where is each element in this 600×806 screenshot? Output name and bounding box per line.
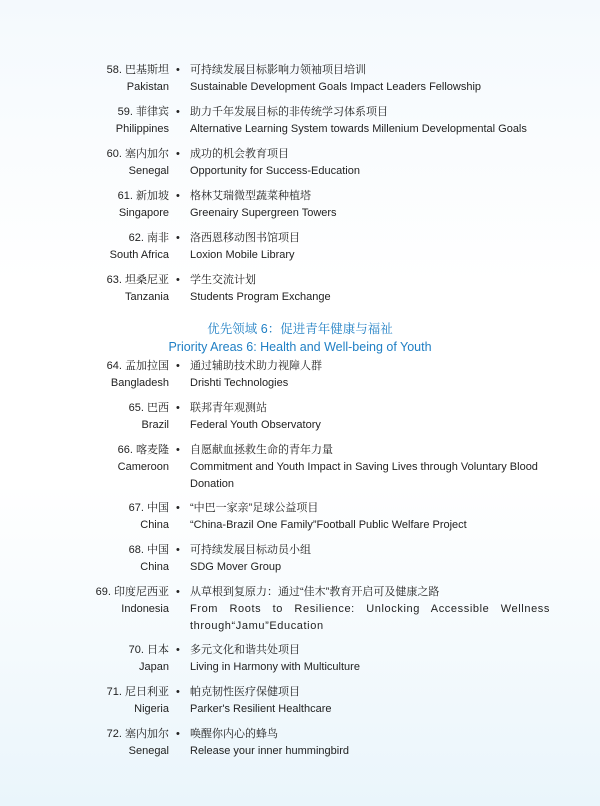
country-cn: 喀麦隆 bbox=[136, 444, 169, 456]
country-cn: 中国 bbox=[147, 502, 169, 514]
title-cn: 格林艾瑞微型蔬菜种植塔 bbox=[190, 190, 311, 202]
title-en: Opportunity for Success-Education bbox=[190, 165, 360, 177]
country-cn: 巴基斯坦 bbox=[125, 64, 169, 76]
country-en: China bbox=[140, 561, 169, 573]
bullet: • bbox=[176, 644, 180, 656]
country-en: Philippines bbox=[115, 123, 169, 135]
country-cn: 尼日利亚 bbox=[125, 686, 169, 698]
title-en: From Roots to Resilience: Unlocking Accessible Wellness through“Jamu”Education bbox=[190, 603, 550, 632]
country-cn: 印度尼西亚 bbox=[114, 586, 169, 598]
bullet: • bbox=[176, 232, 180, 244]
bullet: • bbox=[176, 502, 180, 514]
bullet: • bbox=[176, 544, 180, 556]
title-en: Parker's Resilient Healthcare bbox=[190, 703, 332, 715]
country-cn: 巴西 bbox=[147, 402, 169, 414]
country-en: South Africa bbox=[109, 249, 169, 261]
title-en: Students Program Exchange bbox=[190, 291, 331, 303]
country-en: Cameroon bbox=[117, 461, 169, 473]
title-cn: 洛西恩移动图书馆项目 bbox=[190, 232, 300, 244]
title-cn: 通过辅助技术助力视障人群 bbox=[190, 360, 322, 372]
entry-number: 62. bbox=[128, 232, 144, 244]
entry-number: 67. bbox=[128, 502, 144, 514]
bullet: • bbox=[176, 148, 180, 160]
country-en: Nigeria bbox=[134, 703, 169, 715]
country-en: Tanzania bbox=[124, 291, 169, 303]
country-cn: 南非 bbox=[147, 232, 169, 244]
entry-number: 70. bbox=[128, 644, 144, 656]
entry-number: 66. bbox=[117, 444, 133, 456]
country-cn: 坦桑尼亚 bbox=[125, 274, 169, 286]
title-cn: 自愿献血拯救生命的青年力量 bbox=[190, 444, 333, 456]
country-en: Indonesia bbox=[121, 603, 169, 615]
section-heading bbox=[0, 320, 600, 356]
country-cn: 中国 bbox=[147, 544, 169, 556]
country-cn: 塞内加尔 bbox=[125, 148, 169, 160]
entry-number: 72. bbox=[106, 728, 122, 740]
bullet: • bbox=[176, 686, 180, 698]
title-cn: 学生交流计划 bbox=[190, 274, 256, 286]
title-cn: 唤醒你内心的蜂鸟 bbox=[190, 728, 278, 740]
entry-number: 65. bbox=[128, 402, 144, 414]
entry-number: 61. bbox=[117, 190, 133, 202]
title-en: Drishti Technologies bbox=[190, 377, 289, 389]
country-cn: 日本 bbox=[147, 644, 169, 656]
bullet: • bbox=[176, 728, 180, 740]
bullet: • bbox=[176, 444, 180, 456]
country-en: Senegal bbox=[128, 745, 169, 757]
country-en: Senegal bbox=[128, 165, 169, 177]
section-title-en: Priority Areas 6: Health and Well-being of Youth bbox=[168, 340, 432, 354]
title-en: “China-Brazil One Family”Football Public Welfare Project bbox=[190, 519, 467, 531]
entry-number: 63. bbox=[106, 274, 122, 286]
title-cn: 从草根到复原力：通过“佳木”教育开启可及健康之路 bbox=[190, 586, 440, 598]
bullet: • bbox=[176, 360, 180, 372]
country-cn: 菲律宾 bbox=[136, 106, 169, 118]
country-en: Brazil bbox=[141, 419, 169, 431]
entry-number: 69. bbox=[95, 586, 111, 598]
country-cn: 孟加拉国 bbox=[125, 360, 169, 372]
bullet: • bbox=[176, 190, 180, 202]
title-en: Greenairy Supergreen Towers bbox=[190, 207, 337, 219]
title-en: Alternative Learning System towards Millenium Developmental Goals bbox=[190, 123, 527, 135]
country-en: Pakistan bbox=[126, 81, 169, 93]
title-en: Federal Youth Observatory bbox=[190, 419, 321, 431]
title-en: Sustainable Development Goals Impact Leaders Fellowship bbox=[190, 81, 482, 93]
title-cn: 助力千年发展目标的非传统学习体系项目 bbox=[190, 106, 388, 118]
country-en: Japan bbox=[139, 661, 169, 673]
country-en: Singapore bbox=[118, 207, 169, 219]
country-cn: 新加坡 bbox=[136, 190, 169, 202]
title-cn: “中巴一家亲”足球公益项目 bbox=[190, 502, 319, 514]
title-cn: 可持续发展目标影响力领袖项目培训 bbox=[190, 64, 366, 76]
entry-number: 59. bbox=[117, 106, 133, 118]
entry-number: 68. bbox=[128, 544, 144, 556]
entry-number: 58. bbox=[106, 64, 122, 76]
title-en: Commitment and Youth Impact in Saving Lives through Voluntary Blood Donation bbox=[190, 461, 538, 490]
section-title-cn: 优先领域 6：促进青年健康与福祉 bbox=[207, 322, 393, 336]
country-cn: 塞内加尔 bbox=[125, 728, 169, 740]
entry-number: 64. bbox=[106, 360, 122, 372]
country-en: Bangladesh bbox=[110, 377, 169, 389]
entry-number: 71. bbox=[106, 686, 122, 698]
bullet: • bbox=[176, 274, 180, 286]
title-en: Living in Harmony with Multiculture bbox=[190, 661, 360, 673]
entry-number: 60. bbox=[106, 148, 122, 160]
title-cn: 多元文化和谐共处项目 bbox=[190, 644, 300, 656]
title-cn: 成功的机会教育项目 bbox=[190, 148, 289, 160]
bullet: • bbox=[176, 64, 180, 76]
title-en: SDG Mover Group bbox=[190, 561, 282, 573]
title-en: Loxion Mobile Library bbox=[190, 249, 295, 261]
title-cn: 联邦青年观测站 bbox=[190, 402, 267, 414]
title-cn: 帕克韧性医疗保健项目 bbox=[190, 686, 300, 698]
title-en: Release your inner hummingbird bbox=[190, 745, 349, 757]
bullet: • bbox=[176, 586, 180, 598]
bullet: • bbox=[176, 402, 180, 414]
country-en: China bbox=[140, 519, 169, 531]
bullet: • bbox=[176, 106, 180, 118]
title-cn: 可持续发展目标动员小组 bbox=[190, 544, 311, 556]
